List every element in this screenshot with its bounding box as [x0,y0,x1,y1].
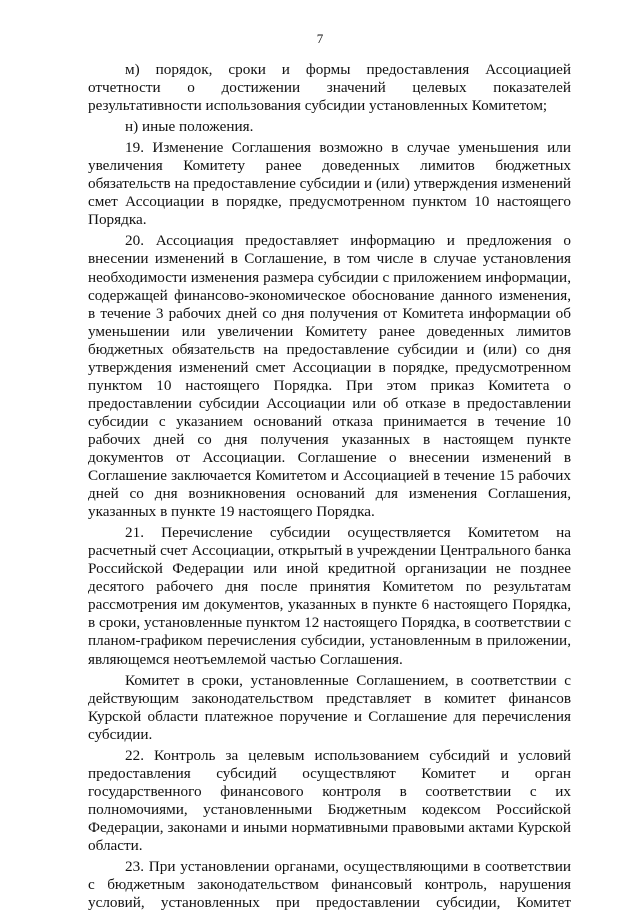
paragraph-21: 21. Перечисление субсидии осуществляется Комитетом на расчетный счет Ассоциации, открытый в учреждении Центрального банка Российской Федерации или иной кредитной организации не позднее десятого рабочего дня после принятия Комитетом по результатам рассмотрения им документов, указанных в пункте 6 настоящего Порядка, в сроки, установленные пунктом 12 настоящего Порядка, в соответствии с планом-графиком перечисления субсидии, установленным в приложении, являющемся неотъемлемой частью Соглашения. [88,524,571,668]
paragraph-21-committee: Комитет в сроки, установленные Соглашением, в соответствии с действующим законодательством представляет в комитет финансов Курской области платежное поручение и Соглашение для перечисления субсидии. [88,671,571,743]
paragraph-19: 19. Изменение Соглашения возможно в случае уменьшения или увеличения Комитету ранее доведенных лимитов бюджетных обязательств на предоставление субсидии и (или) утверждения изменений смет Ассоциации в порядке, предусмотренном пунктом 10 настоящего Порядка. [88,139,571,229]
paragraph-n: н) иные положения. [125,118,254,136]
document-body [88,61,571,915]
page-number: 7 [316,31,324,46]
paragraph-22: 22. Контроль за целевым использованием субсидий и условий предоставления субсидий осуществляют Комитет и орган государственного финансового контроля в соответствии с их полномочиями, установленными Бюджетным кодексом Российской Федерации, законами и иными нормативными правовыми актами Курской области. [88,746,571,854]
paragraph-20: 20. Ассоциация предоставляет информацию и предложения о внесении изменений в Соглашение, в том числе в случае установления необходимости изменения размера субсидии с приложением информации, содержащей финансово-экономическое обоснование данного изменения, в течение 3 рабочих дней со дня получения от Комитета информации об уменьшении или увеличении Комитету ранее доведенных лимитов бюджетных обязательств на предоставление субсидии и (или) со дня утверждения изменений смет Ассоциации в порядке, предусмотренном пунктом 10 настоящего Порядка. При этом приказ Комитета о предоставлении субсидии Ассоциации или об отказе в предоставлении субсидии с указанием оснований отказа принимается в течение 10 рабочих дней со дня получения указанных в настоящем пункте документов от Ассоциации. Соглашение о внесении изменений в Соглашение заключается Комитетом и Ассоциацией в течение 15 рабочих дней со дня возникновения оснований для изменения Соглашения, указанных в пункте 19 настоящего Порядка. [88,232,571,521]
paragraph-23: 23. При установлении органами, осуществляющими в соответствии с бюджетным законодательством финансовый контроль, нарушения условий, установленных при предоставлении субсидии, Комитет [88,858,571,912]
paragraph-m: м) порядок, сроки и формы предоставления Ассоциацией отчетности о достижении значений целевых показателей результативности использования субсидии установленных Комитетом; [88,61,571,115]
